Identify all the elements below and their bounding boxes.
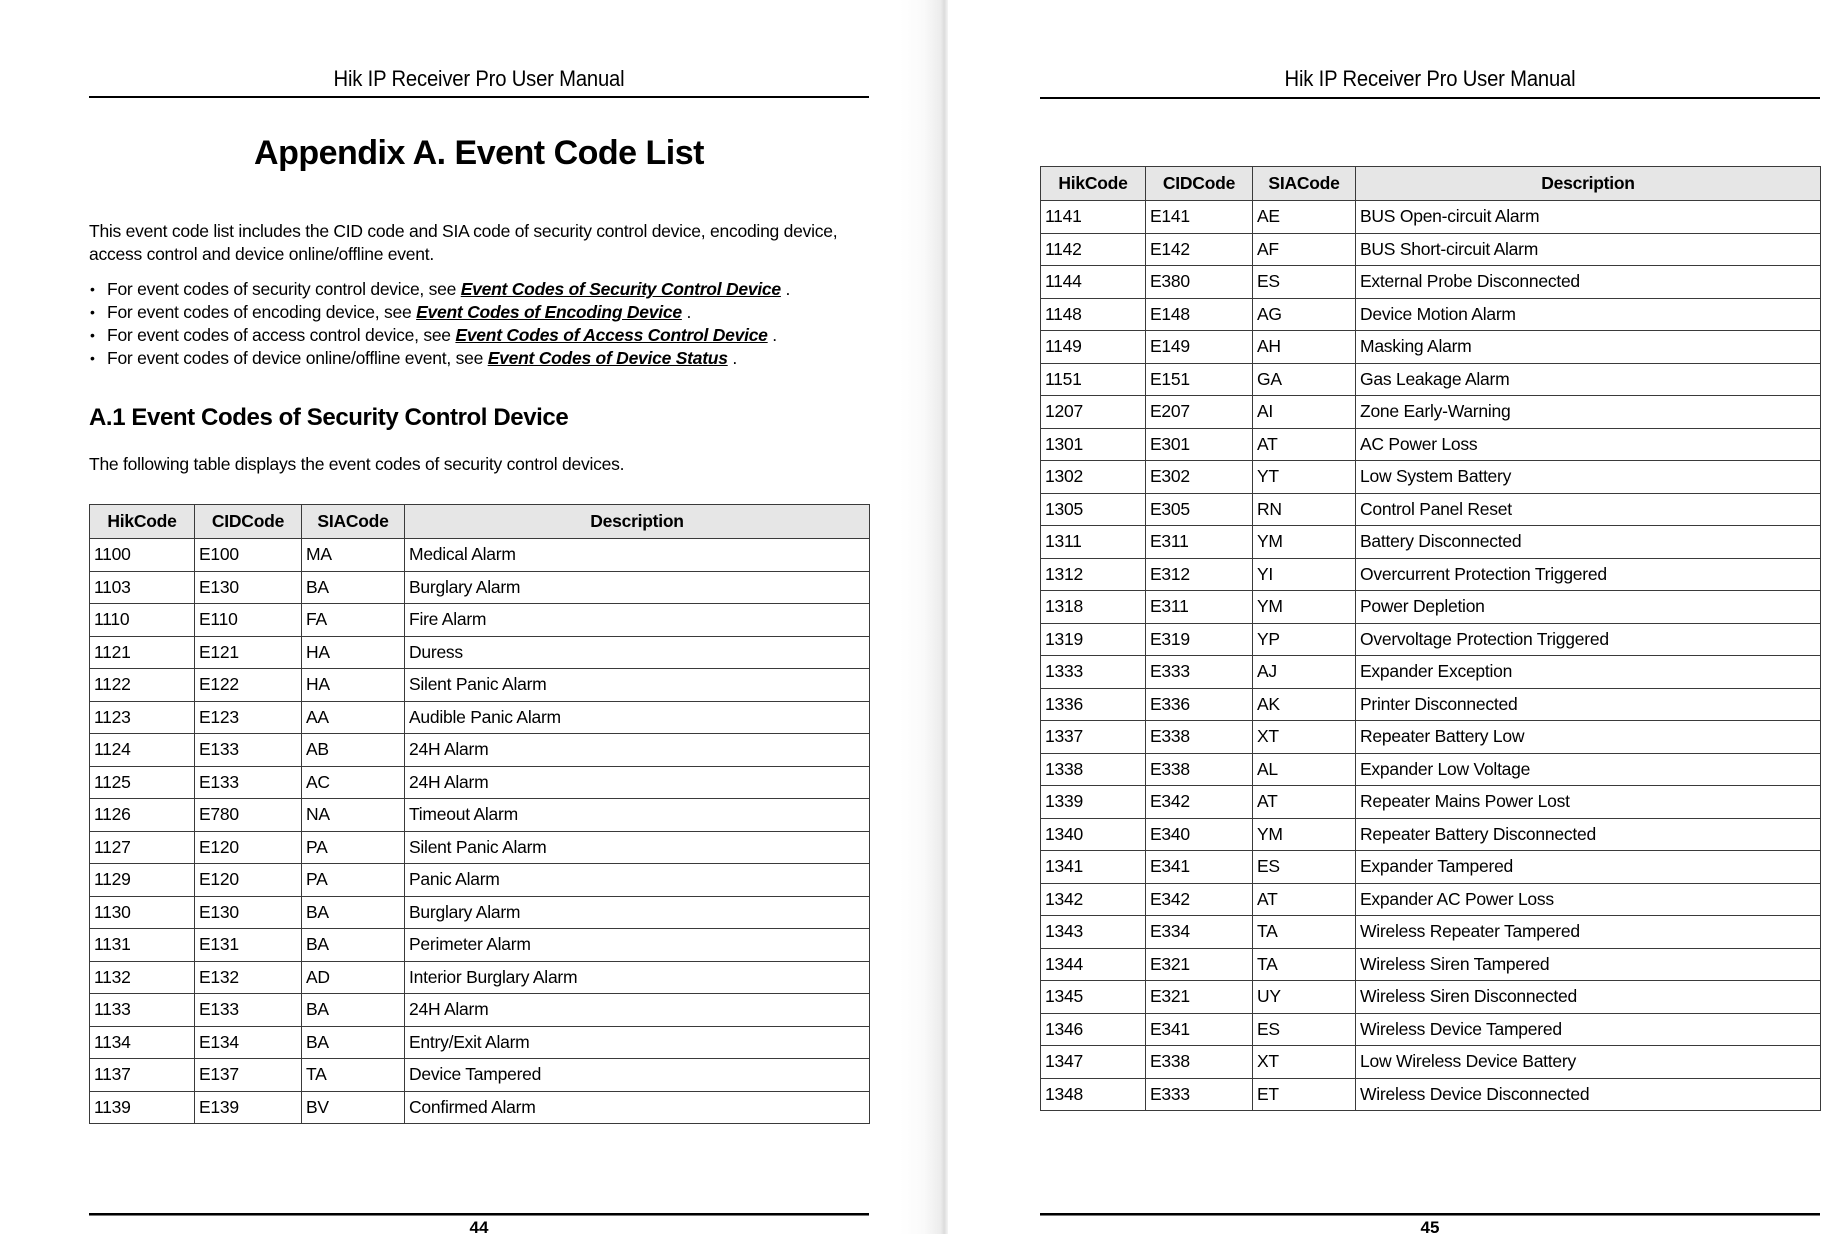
table-row <box>90 636 870 669</box>
cell-siacode: AL <box>1253 753 1356 786</box>
table-row <box>90 961 870 994</box>
cell-description: Low Wireless Device Battery <box>1356 1046 1821 1079</box>
reference-item <box>89 324 790 347</box>
cell-siacode: AE <box>1253 201 1356 234</box>
cell-hikcode: 1302 <box>1041 461 1146 494</box>
table-row <box>1041 981 1821 1014</box>
cell-description: Timeout Alarm <box>405 799 870 832</box>
section-intro: The following table displays the event codes of security control devices. <box>89 454 625 474</box>
table-row <box>90 571 870 604</box>
cell-hikcode: 1319 <box>1041 623 1146 656</box>
reference-suffix: . <box>767 325 777 345</box>
cell-description: Overcurrent Protection Triggered <box>1356 558 1821 591</box>
cell-siacode: YM <box>1253 591 1356 624</box>
column-header-description: Description <box>405 505 870 539</box>
cell-siacode: YI <box>1253 558 1356 591</box>
reference-list <box>89 278 790 370</box>
cell-description: Low System Battery <box>1356 461 1821 494</box>
reference-text: For event codes of encoding device, see <box>107 302 417 322</box>
cell-cidcode: E336 <box>1146 688 1253 721</box>
cell-description: Silent Panic Alarm <box>405 669 870 702</box>
cell-cidcode: E123 <box>195 701 302 734</box>
cell-siacode: BV <box>302 1091 405 1124</box>
intro-line-2: access control and device online/offline event. <box>89 244 434 264</box>
event-code-table-security <box>89 504 870 1124</box>
cell-description: AC Power Loss <box>1356 428 1821 461</box>
cell-hikcode: 1125 <box>90 766 195 799</box>
cell-hikcode: 1345 <box>1041 981 1146 1014</box>
cell-siacode: ES <box>1253 1013 1356 1046</box>
cell-description: Duress <box>405 636 870 669</box>
footer-rule <box>89 1213 869 1216</box>
cell-cidcode: E319 <box>1146 623 1253 656</box>
cell-siacode: TA <box>302 1059 405 1092</box>
cell-description: Power Depletion <box>1356 591 1821 624</box>
column-header-cidcode: CIDCode <box>195 505 302 539</box>
cell-description: Battery Disconnected <box>1356 526 1821 559</box>
table-row <box>1041 363 1821 396</box>
cell-description: Entry/Exit Alarm <box>405 1026 870 1059</box>
cell-description: BUS Open-circuit Alarm <box>1356 201 1821 234</box>
cell-description: Expander Exception <box>1356 656 1821 689</box>
table-row <box>90 734 870 767</box>
cell-siacode: YT <box>1253 461 1356 494</box>
cell-hikcode: 1100 <box>90 539 195 572</box>
cell-cidcode: E341 <box>1146 851 1253 884</box>
cell-cidcode: E121 <box>195 636 302 669</box>
reference-item <box>89 301 790 324</box>
appendix-title: Appendix A. Event Code List <box>254 134 704 172</box>
cell-description: 24H Alarm <box>405 994 870 1027</box>
cell-cidcode: E338 <box>1146 1046 1253 1079</box>
cell-cidcode: E338 <box>1146 753 1253 786</box>
table-row <box>90 604 870 637</box>
cell-hikcode: 1141 <box>1041 201 1146 234</box>
table-row <box>1041 233 1821 266</box>
reference-suffix: . <box>780 279 791 299</box>
cell-siacode: AT <box>1253 883 1356 916</box>
cell-cidcode: E149 <box>1146 331 1253 364</box>
table-row <box>1041 851 1821 884</box>
cell-description: Perimeter Alarm <box>405 929 870 962</box>
cell-cidcode: E141 <box>1146 201 1253 234</box>
cell-hikcode: 1318 <box>1041 591 1146 624</box>
cell-siacode: PA <box>302 831 405 864</box>
table-row <box>90 929 870 962</box>
cell-hikcode: 1342 <box>1041 883 1146 916</box>
table-row <box>1041 623 1821 656</box>
cell-description: Repeater Battery Disconnected <box>1356 818 1821 851</box>
cell-description: 24H Alarm <box>405 734 870 767</box>
cell-cidcode: E333 <box>1146 1078 1253 1111</box>
cell-cidcode: E148 <box>1146 298 1253 331</box>
header-rule <box>1040 97 1820 99</box>
cell-description: External Probe Disconnected <box>1356 266 1821 299</box>
cell-hikcode: 1207 <box>1041 396 1146 429</box>
cell-hikcode: 1134 <box>90 1026 195 1059</box>
table-row <box>90 896 870 929</box>
table-row <box>1041 1046 1821 1079</box>
header-rule <box>89 96 869 98</box>
table-row <box>90 766 870 799</box>
cell-cidcode: E305 <box>1146 493 1253 526</box>
cell-description: Overvoltage Protection Triggered <box>1356 623 1821 656</box>
table-row <box>1041 591 1821 624</box>
table-row <box>90 701 870 734</box>
cell-siacode: AD <box>302 961 405 994</box>
cell-hikcode: 1122 <box>90 669 195 702</box>
reference-suffix: . <box>681 302 692 322</box>
cell-siacode: ES <box>1253 266 1356 299</box>
cell-cidcode: E334 <box>1146 916 1253 949</box>
cell-hikcode: 1123 <box>90 701 195 734</box>
cell-hikcode: 1129 <box>90 864 195 897</box>
cell-description: Burglary Alarm <box>405 896 870 929</box>
cell-cidcode: E137 <box>195 1059 302 1092</box>
table-row <box>1041 721 1821 754</box>
cell-description: 24H Alarm <box>405 766 870 799</box>
table-header-row <box>90 505 870 539</box>
cell-siacode: BA <box>302 896 405 929</box>
table-row <box>90 1091 870 1124</box>
table-row <box>1041 266 1821 299</box>
cell-siacode: AG <box>1253 298 1356 331</box>
cell-cidcode: E302 <box>1146 461 1253 494</box>
cell-hikcode: 1312 <box>1041 558 1146 591</box>
cell-description: Masking Alarm <box>1356 331 1821 364</box>
section-heading: A.1 Event Codes of Security Control Device <box>89 404 569 431</box>
table-row <box>1041 656 1821 689</box>
cell-hikcode: 1348 <box>1041 1078 1146 1111</box>
cell-hikcode: 1137 <box>90 1059 195 1092</box>
column-header-cidcode: CIDCode <box>1146 167 1253 201</box>
reference-text: For event codes of security control device, see <box>107 279 461 299</box>
cell-description: Confirmed Alarm <box>405 1091 870 1124</box>
cell-cidcode: E342 <box>1146 883 1253 916</box>
cell-description: Zone Early-Warning <box>1356 396 1821 429</box>
reference-item <box>89 347 790 370</box>
cell-siacode: YP <box>1253 623 1356 656</box>
table-row <box>90 1026 870 1059</box>
cell-description: Audible Panic Alarm <box>405 701 870 734</box>
cell-description: Burglary Alarm <box>405 571 870 604</box>
cell-description: Expander Low Voltage <box>1356 753 1821 786</box>
table-row <box>1041 948 1821 981</box>
cell-cidcode: E134 <box>195 1026 302 1059</box>
cell-hikcode: 1139 <box>90 1091 195 1124</box>
cell-hikcode: 1151 <box>1041 363 1146 396</box>
cell-cidcode: E301 <box>1146 428 1253 461</box>
cell-cidcode: E780 <box>195 799 302 832</box>
cell-siacode: FA <box>302 604 405 637</box>
cell-description: Expander Tampered <box>1356 851 1821 884</box>
cell-hikcode: 1124 <box>90 734 195 767</box>
table-row <box>1041 1078 1821 1111</box>
table-row <box>1041 818 1821 851</box>
cell-description: Wireless Siren Disconnected <box>1356 981 1821 1014</box>
cell-siacode: AF <box>1253 233 1356 266</box>
cell-hikcode: 1339 <box>1041 786 1146 819</box>
table-row <box>1041 558 1821 591</box>
cell-cidcode: E139 <box>195 1091 302 1124</box>
cell-hikcode: 1130 <box>90 896 195 929</box>
table-row <box>1041 786 1821 819</box>
cell-siacode: AA <box>302 701 405 734</box>
cell-siacode: PA <box>302 864 405 897</box>
cell-siacode: AB <box>302 734 405 767</box>
cell-cidcode: E340 <box>1146 818 1253 851</box>
cell-siacode: MA <box>302 539 405 572</box>
cell-description: Panic Alarm <box>405 864 870 897</box>
cell-cidcode: E133 <box>195 734 302 767</box>
column-header-siacode: SIACode <box>1253 167 1356 201</box>
cell-siacode: NA <box>302 799 405 832</box>
cell-hikcode: 1311 <box>1041 526 1146 559</box>
reference-text: For event codes of device online/offline event, see <box>107 348 488 368</box>
cell-siacode: AI <box>1253 396 1356 429</box>
cell-cidcode: E132 <box>195 961 302 994</box>
link-device-status[interactable]: Event Codes of Device Status <box>487 348 728 368</box>
cell-description: Repeater Battery Low <box>1356 721 1821 754</box>
table-row <box>90 799 870 832</box>
cell-hikcode: 1347 <box>1041 1046 1146 1079</box>
table-row <box>1041 1013 1821 1046</box>
table-row <box>1041 201 1821 234</box>
cell-siacode: BA <box>302 571 405 604</box>
cell-cidcode: E341 <box>1146 1013 1253 1046</box>
cell-siacode: AH <box>1253 331 1356 364</box>
cell-hikcode: 1343 <box>1041 916 1146 949</box>
cell-hikcode: 1344 <box>1041 948 1146 981</box>
cell-cidcode: E207 <box>1146 396 1253 429</box>
cell-cidcode: E321 <box>1146 948 1253 981</box>
table-row <box>90 831 870 864</box>
table-row <box>1041 916 1821 949</box>
page-gutter <box>900 0 948 1234</box>
cell-hikcode: 1121 <box>90 636 195 669</box>
cell-hikcode: 1340 <box>1041 818 1146 851</box>
cell-cidcode: E133 <box>195 994 302 1027</box>
intro-line-1: This event code list includes the CID code and SIA code of security control device, encoding device, <box>89 221 838 241</box>
table-row <box>1041 461 1821 494</box>
cell-siacode: BA <box>302 1026 405 1059</box>
cell-cidcode: E133 <box>195 766 302 799</box>
bullet-icon: • <box>90 281 95 297</box>
cell-cidcode: E142 <box>1146 233 1253 266</box>
cell-description: Device Tampered <box>405 1059 870 1092</box>
cell-description: Wireless Device Tampered <box>1356 1013 1821 1046</box>
table-row <box>1041 428 1821 461</box>
cell-siacode: AT <box>1253 428 1356 461</box>
cell-hikcode: 1337 <box>1041 721 1146 754</box>
cell-description: BUS Short-circuit Alarm <box>1356 233 1821 266</box>
cell-cidcode: E312 <box>1146 558 1253 591</box>
cell-siacode: GA <box>1253 363 1356 396</box>
cell-siacode: UY <box>1253 981 1356 1014</box>
cell-hikcode: 1144 <box>1041 266 1146 299</box>
cell-description: Gas Leakage Alarm <box>1356 363 1821 396</box>
cell-hikcode: 1301 <box>1041 428 1146 461</box>
page-number: 45 <box>1420 1218 1440 1237</box>
cell-hikcode: 1132 <box>90 961 195 994</box>
reference-text: For event codes of access control device, see <box>107 325 456 345</box>
page-number: 44 <box>469 1218 489 1237</box>
cell-siacode: BA <box>302 929 405 962</box>
cell-description: Repeater Mains Power Lost <box>1356 786 1821 819</box>
table-row <box>90 1059 870 1092</box>
cell-cidcode: E110 <box>195 604 302 637</box>
table-row <box>90 539 870 572</box>
table-row <box>1041 298 1821 331</box>
cell-hikcode: 1148 <box>1041 298 1146 331</box>
link-security-control-device[interactable]: Event Codes of Security Control Device <box>460 279 781 299</box>
cell-hikcode: 1333 <box>1041 656 1146 689</box>
cell-siacode: XT <box>1253 721 1356 754</box>
cell-cidcode: E311 <box>1146 526 1253 559</box>
column-header-hikcode: HikCode <box>1041 167 1146 201</box>
cell-siacode: ES <box>1253 851 1356 884</box>
cell-siacode: AC <box>302 766 405 799</box>
footer-rule <box>1040 1213 1820 1216</box>
cell-siacode: AK <box>1253 688 1356 721</box>
cell-description: Expander AC Power Loss <box>1356 883 1821 916</box>
table-row <box>90 669 870 702</box>
cell-hikcode: 1142 <box>1041 233 1146 266</box>
cell-cidcode: E120 <box>195 831 302 864</box>
running-header: Hik IP Receiver Pro User Manual <box>333 66 625 91</box>
cell-cidcode: E131 <box>195 929 302 962</box>
running-header: Hik IP Receiver Pro User Manual <box>1284 66 1576 91</box>
cell-hikcode: 1103 <box>90 571 195 604</box>
bullet-icon: • <box>90 350 95 366</box>
link-access-control-device[interactable]: Event Codes of Access Control Device <box>455 325 768 345</box>
cell-cidcode: E342 <box>1146 786 1253 819</box>
cell-hikcode: 1338 <box>1041 753 1146 786</box>
bullet-icon: • <box>90 304 95 320</box>
cell-hikcode: 1346 <box>1041 1013 1146 1046</box>
cell-description: Fire Alarm <box>405 604 870 637</box>
cell-cidcode: E151 <box>1146 363 1253 396</box>
cell-siacode: YM <box>1253 526 1356 559</box>
cell-hikcode: 1127 <box>90 831 195 864</box>
cell-description: Silent Panic Alarm <box>405 831 870 864</box>
table-row <box>90 864 870 897</box>
cell-cidcode: E130 <box>195 571 302 604</box>
reference-item <box>89 278 790 301</box>
table-header-row <box>1041 167 1821 201</box>
cell-description: Interior Burglary Alarm <box>405 961 870 994</box>
column-header-hikcode: HikCode <box>90 505 195 539</box>
cell-description: Wireless Siren Tampered <box>1356 948 1821 981</box>
cell-siacode: TA <box>1253 948 1356 981</box>
cell-siacode: XT <box>1253 1046 1356 1079</box>
cell-hikcode: 1149 <box>1041 331 1146 364</box>
column-header-description: Description <box>1356 167 1821 201</box>
cell-cidcode: E311 <box>1146 591 1253 624</box>
cell-hikcode: 1305 <box>1041 493 1146 526</box>
cell-siacode: HA <box>302 636 405 669</box>
bullet-icon: • <box>90 327 95 343</box>
cell-hikcode: 1126 <box>90 799 195 832</box>
table-row <box>1041 526 1821 559</box>
link-encoding-device[interactable]: Event Codes of Encoding Device <box>416 302 682 322</box>
cell-hikcode: 1133 <box>90 994 195 1027</box>
event-code-table-continued <box>1040 166 1821 1111</box>
cell-cidcode: E333 <box>1146 656 1253 689</box>
intro-paragraph <box>89 220 879 266</box>
cell-siacode: AJ <box>1253 656 1356 689</box>
table-row <box>1041 688 1821 721</box>
table-row <box>1041 493 1821 526</box>
cell-hikcode: 1341 <box>1041 851 1146 884</box>
cell-cidcode: E122 <box>195 669 302 702</box>
table-row <box>1041 753 1821 786</box>
cell-cidcode: E130 <box>195 896 302 929</box>
cell-cidcode: E100 <box>195 539 302 572</box>
cell-description: Device Motion Alarm <box>1356 298 1821 331</box>
cell-description: Medical Alarm <box>405 539 870 572</box>
cell-siacode: HA <box>302 669 405 702</box>
reference-suffix: . <box>727 348 737 368</box>
table-row <box>90 994 870 1027</box>
cell-hikcode: 1131 <box>90 929 195 962</box>
table-row <box>1041 396 1821 429</box>
cell-description: Wireless Device Disconnected <box>1356 1078 1821 1111</box>
column-header-siacode: SIACode <box>302 505 405 539</box>
table-row <box>1041 883 1821 916</box>
cell-cidcode: E338 <box>1146 721 1253 754</box>
cell-cidcode: E380 <box>1146 266 1253 299</box>
cell-hikcode: 1110 <box>90 604 195 637</box>
cell-description: Control Panel Reset <box>1356 493 1821 526</box>
cell-cidcode: E120 <box>195 864 302 897</box>
cell-cidcode: E321 <box>1146 981 1253 1014</box>
cell-description: Printer Disconnected <box>1356 688 1821 721</box>
table-row <box>1041 331 1821 364</box>
cell-hikcode: 1336 <box>1041 688 1146 721</box>
cell-siacode: TA <box>1253 916 1356 949</box>
cell-siacode: AT <box>1253 786 1356 819</box>
cell-siacode: ET <box>1253 1078 1356 1111</box>
cell-siacode: RN <box>1253 493 1356 526</box>
cell-siacode: BA <box>302 994 405 1027</box>
cell-siacode: YM <box>1253 818 1356 851</box>
cell-description: Wireless Repeater Tampered <box>1356 916 1821 949</box>
